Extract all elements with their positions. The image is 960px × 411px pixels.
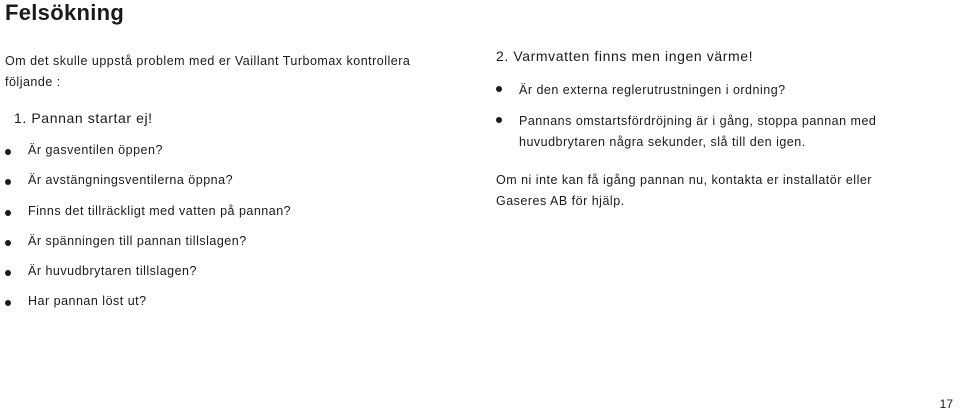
list-item: Har pannan löst ut? [5,294,445,324]
section1-list [5,143,445,325]
bullet-icon [5,149,11,155]
bullet-icon [5,179,11,185]
page-title: Felsökning [5,0,125,25]
bullet-icon [496,117,502,123]
list-item: Är huvudbrytaren tillslagen? [5,264,445,294]
list-item: Är den externa reglerutrustningen i ordning? [496,80,926,101]
intro-text: Om det skulle uppstå problem med er Vaillant Turbomax kontrollera följande : [5,54,411,89]
page-number: 17 [939,397,953,411]
list-item: Är avstängningsventilerna öppna? [5,173,445,203]
list-item: Är spänningen till pannan tillslagen? [5,234,445,264]
bullet-icon [5,210,11,216]
section1-heading: 1. Pannan startar ej! [14,110,153,126]
bullet-icon [5,300,11,306]
bullet-icon [496,86,502,92]
list-item: Finns det tillräckligt med vatten på pannan? [5,204,445,234]
bullet-icon [5,240,11,246]
section2-list [496,80,926,163]
contact-note: Om ni inte kan få igång pannan nu, kontakta er installatör eller Gaseres AB för hjälp. [496,173,872,208]
list-item: Är gasventilen öppen? [5,143,445,173]
section2-heading: 2. Varmvatten finns men ingen värme! [496,48,754,64]
list-item: Pannans omstartsfördröjning är i gång, stoppa pannan med huvudbrytaren några sekunder, slå till den igen. [496,111,926,153]
bullet-icon [5,270,11,276]
